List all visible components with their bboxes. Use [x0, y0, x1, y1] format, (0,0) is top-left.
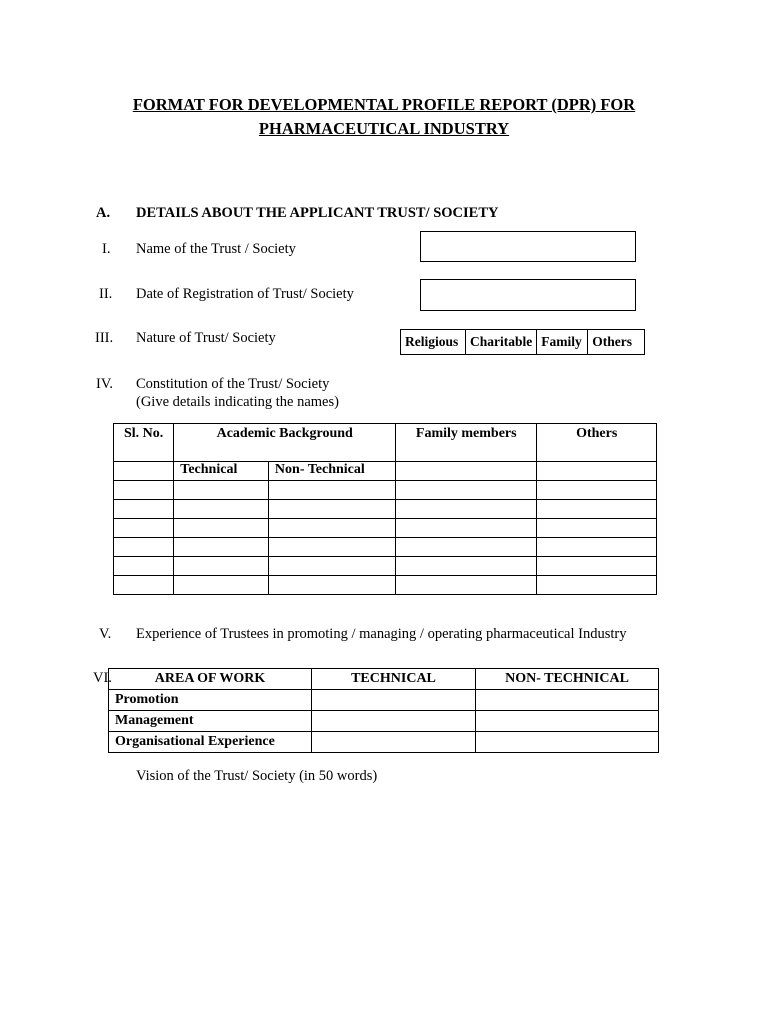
experience-label: Experience of Trustees in promoting / managing / operating pharmaceutical Industry — [136, 626, 627, 642]
header-area-of-work: AREA OF WORK — [109, 669, 312, 690]
subheader-non-technical: Non- Technical — [268, 462, 395, 481]
table-cell[interactable] — [396, 481, 537, 500]
trust-name-label: Name of the Trust / Society — [136, 241, 296, 257]
table-row — [109, 711, 659, 732]
table-row — [114, 576, 657, 595]
table-cell[interactable] — [537, 519, 657, 538]
row-label-promotion: Promotion — [109, 690, 312, 711]
table-cell[interactable] — [174, 519, 269, 538]
item-v-number: V. — [99, 626, 112, 642]
table-cell[interactable] — [268, 576, 395, 595]
experience-table — [108, 668, 659, 753]
table-row — [109, 732, 659, 753]
header-family-members: Family members — [396, 424, 537, 462]
table-cell[interactable] — [114, 576, 174, 595]
table-cell[interactable] — [476, 732, 659, 753]
table-cell[interactable] — [174, 481, 269, 500]
row-label-organisational-experience: Organisational Experience — [109, 732, 312, 753]
table-cell[interactable] — [114, 500, 174, 519]
section-a-marker: A. — [96, 205, 111, 221]
table-cell[interactable] — [476, 690, 659, 711]
table-cell[interactable] — [268, 481, 395, 500]
nature-option-family[interactable]: Family — [537, 330, 588, 355]
table-cell[interactable] — [174, 557, 269, 576]
table-cell[interactable] — [396, 576, 537, 595]
table-cell[interactable] — [537, 481, 657, 500]
table-cell[interactable] — [268, 538, 395, 557]
nature-option-charitable[interactable]: Charitable — [466, 330, 537, 355]
table-cell[interactable] — [268, 500, 395, 519]
table-cell[interactable] — [537, 538, 657, 557]
table-row — [114, 538, 657, 557]
constitution-table — [113, 423, 657, 595]
header-sl-no: Sl. No. — [114, 424, 174, 462]
table-cell[interactable] — [396, 462, 537, 481]
table-row — [114, 519, 657, 538]
item-ii-number: II. — [99, 286, 113, 302]
item-vi-number: VI. — [93, 670, 112, 686]
nature-option-others[interactable]: Others — [588, 330, 645, 355]
constitution-sublabel: (Give details indicating the names) — [136, 394, 339, 410]
table-cell[interactable] — [537, 576, 657, 595]
nature-label: Nature of Trust/ Society — [136, 330, 276, 346]
item-iii-number: III. — [95, 330, 114, 346]
table-cell[interactable] — [312, 690, 476, 711]
table-cell[interactable] — [537, 557, 657, 576]
document-title-line-1: FORMAT FOR DEVELOPMENTAL PROFILE REPORT (DPR) FOR — [132, 95, 636, 114]
item-iv-number: IV. — [96, 376, 114, 392]
table-cell[interactable] — [312, 732, 476, 753]
nature-options-table — [400, 329, 645, 355]
registration-date-field[interactable] — [420, 279, 636, 311]
subheader-technical: Technical — [174, 462, 269, 481]
trust-name-field[interactable] — [420, 231, 636, 262]
header-academic-background: Academic Background — [174, 424, 396, 462]
table-cell[interactable] — [396, 519, 537, 538]
header-non-technical: NON- TECHNICAL — [476, 669, 659, 690]
table-cell[interactable] — [114, 538, 174, 557]
nature-option-religious[interactable]: Religious — [401, 330, 466, 355]
item-i-number: I. — [102, 241, 111, 257]
vision-label: Vision of the Trust/ Society (in 50 words) — [136, 768, 378, 784]
table-cell[interactable] — [396, 538, 537, 557]
table-cell[interactable] — [114, 481, 174, 500]
table-cell[interactable] — [114, 557, 174, 576]
table-row — [114, 481, 657, 500]
constitution-label: Constitution of the Trust/ Society — [136, 376, 330, 392]
table-cell[interactable] — [396, 500, 537, 519]
section-a-heading: DETAILS ABOUT THE APPLICANT TRUST/ SOCIETY — [136, 205, 499, 221]
table-cell[interactable] — [537, 500, 657, 519]
document-title-line-2: PHARMACEUTICAL INDUSTRY — [258, 119, 510, 138]
table-cell[interactable] — [114, 462, 174, 481]
table-cell[interactable] — [268, 557, 395, 576]
table-cell[interactable] — [312, 711, 476, 732]
row-label-management: Management — [109, 711, 312, 732]
table-cell[interactable] — [114, 519, 174, 538]
table-row — [109, 690, 659, 711]
header-others: Others — [537, 424, 657, 462]
registration-date-label: Date of Registration of Trust/ Society — [136, 286, 354, 302]
table-cell[interactable] — [174, 538, 269, 557]
table-cell[interactable] — [174, 500, 269, 519]
header-technical: TECHNICAL — [312, 669, 476, 690]
table-cell[interactable] — [268, 519, 395, 538]
table-cell[interactable] — [537, 462, 657, 481]
table-row — [114, 557, 657, 576]
table-cell[interactable] — [396, 557, 537, 576]
table-cell[interactable] — [476, 711, 659, 732]
table-row — [114, 500, 657, 519]
table-cell[interactable] — [174, 576, 269, 595]
